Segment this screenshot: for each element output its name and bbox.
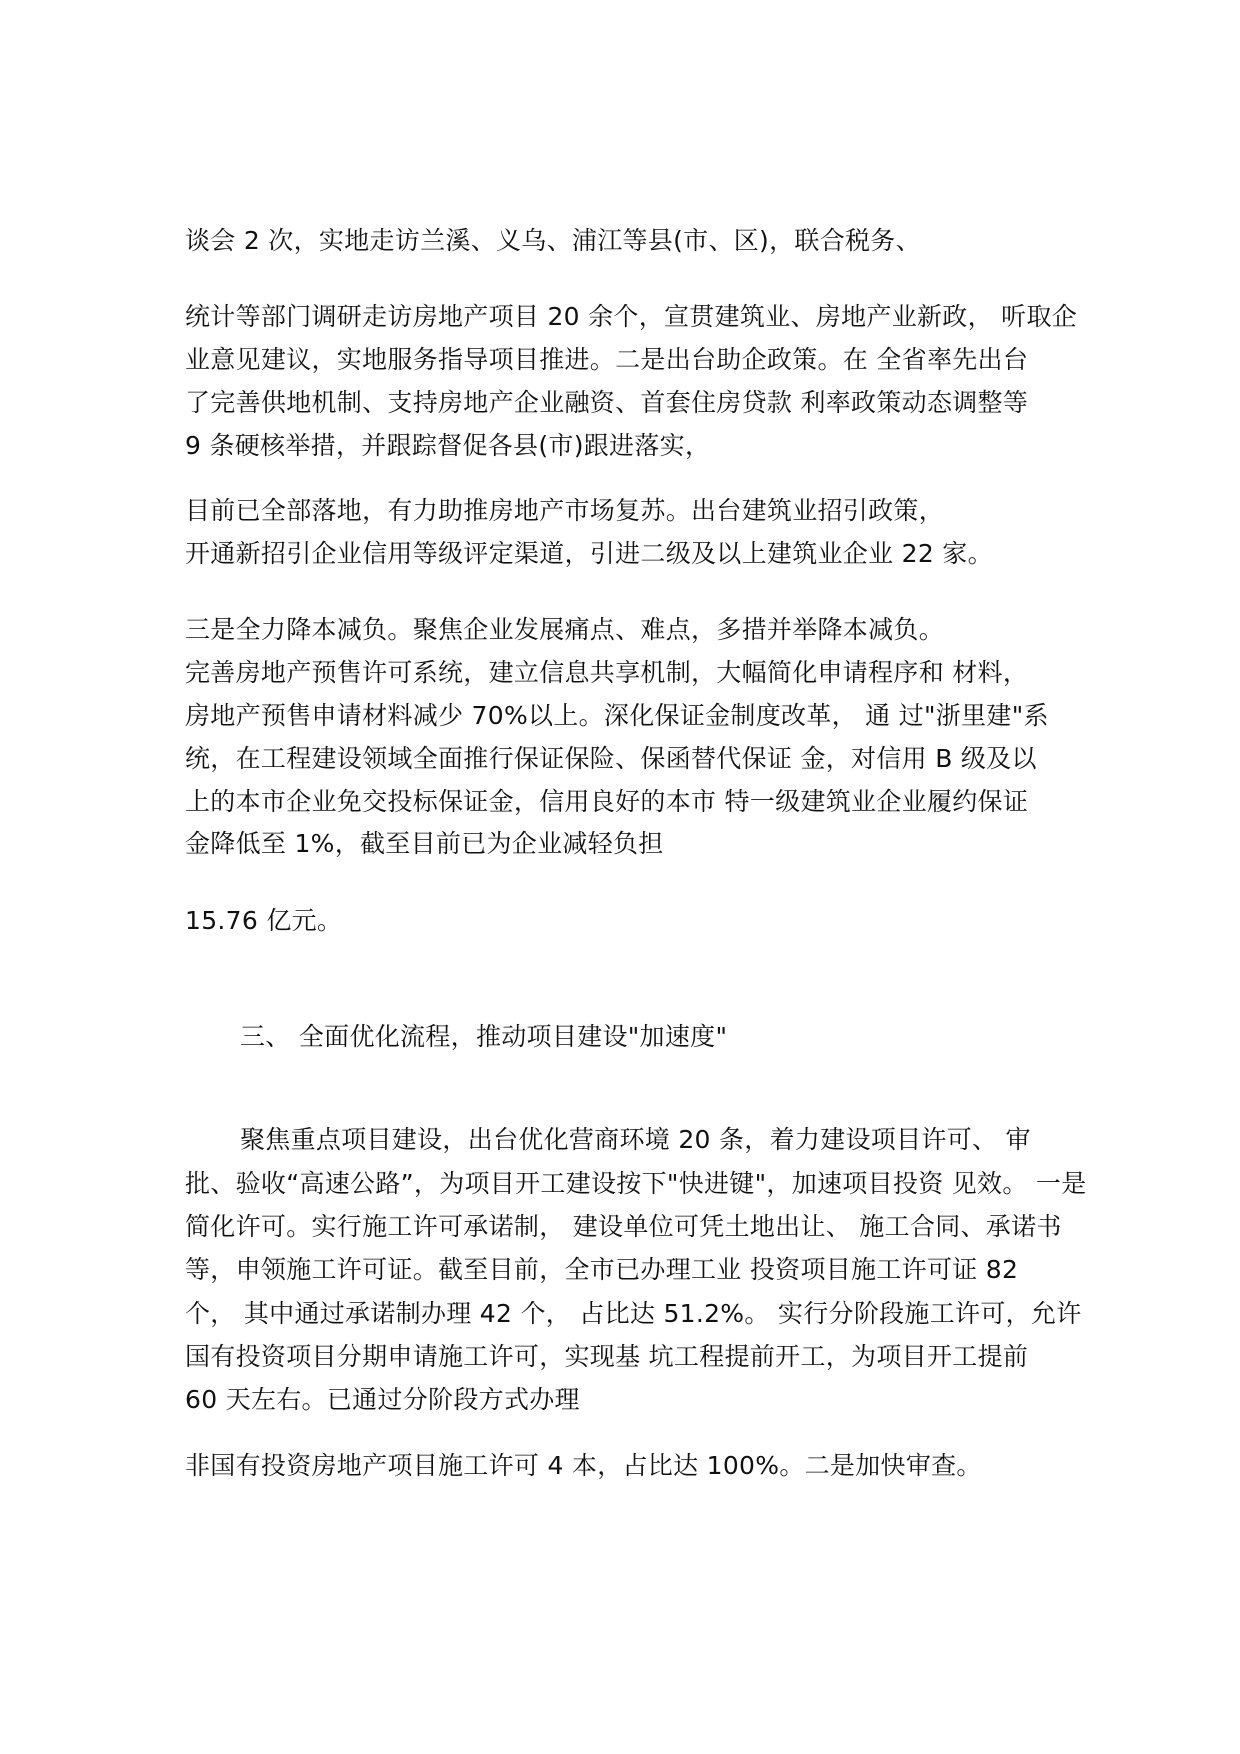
paragraph-line: 统，在工程建设领域全面推行保证保险、保函替代保证 金，对信用 B 级及以 [185,744,1037,773]
paragraph-line: 统计等部门调研走访房地产项目 20 余个，宣贯建筑业、房地产业新政， 听取企 [185,302,1078,331]
paragraph-line: 9 条硬核举措，并跟踪督促各县(市)跟进落实， [185,431,711,460]
paragraph-line: 个， 其中通过承诺制办理 42 个， 占比达 51.2%。 实行分阶段施工许可，允许 [185,1299,1082,1328]
paragraph-line: 非国有投资房地产项目施工许可 4 本，占比达 100%。二是加快审查。 [185,1451,982,1480]
paragraph-line: 60 天左右。已通过分阶段方式办理 [185,1385,580,1414]
paragraph-line: 三是全力降本减负。聚焦企业发展痛点、难点，多措并举降本减负。 [185,615,945,644]
paragraph-line: 国有投资项目分期申请施工许可，实现基 坑工程提前开工，为项目开工提前 [185,1342,1029,1371]
paragraph-line: 谈会 2 次，实地走访兰溪、义乌、浦江等县(市、区)，联合税务、 [185,226,921,255]
paragraph-line: 聚焦重点项目建设，出台优化营商环境 20 条，着力建设项目许可、 审 [240,1125,1031,1154]
section-heading: 三、 全面优化流程，推动项目建设"加速度" [240,1022,728,1051]
paragraph-line: 了完善供地机制、支持房地产企业融资、首套住房贷款 利率政策动态调整等 [185,388,1029,417]
paragraph-line: 开通新招引企业信用等级评定渠道，引进二级及以上建筑业企业 22 家。 [185,539,993,568]
paragraph-line: 批、验收“高速公路”，为项目开工建设按下"快进键"，加速项目投资 见效。 一是 [185,1169,1087,1198]
paragraph-line: 目前已全部落地，有力助推房地产市场复苏。出台建筑业招引政策， [185,496,945,525]
paragraph-line: 15.76 亿元。 [185,906,343,935]
paragraph-line: 简化许可。实行施工许可承诺制， 建设单位可凭土地出让、 施工合同、承诺书 [185,1212,1062,1241]
paragraph-line: 等，申领施工许可证。截至目前，全市已办理工业 投资项目施工许可证 82 [185,1255,1019,1284]
paragraph-line: 房地产预售申请材料减少 70%以上。深化保证金制度改革， 通 过"浙里建"系 [185,701,1049,730]
paragraph-line: 完善房地产预售许可系统，建立信息共享机制，大幅简化申请程序和 材料， [185,658,1029,687]
paragraph-line: 业意见建议，实地服务指导项目推进。二是出台助企政策。在 全省率先出台 [185,345,1029,374]
paragraph-line: 上的本市企业免交投标保证金，信用良好的本市 特一级建筑业企业履约保证 [185,787,1029,816]
paragraph-line: 金降低至 1%，截至目前已为企业减轻负担 [185,829,664,858]
